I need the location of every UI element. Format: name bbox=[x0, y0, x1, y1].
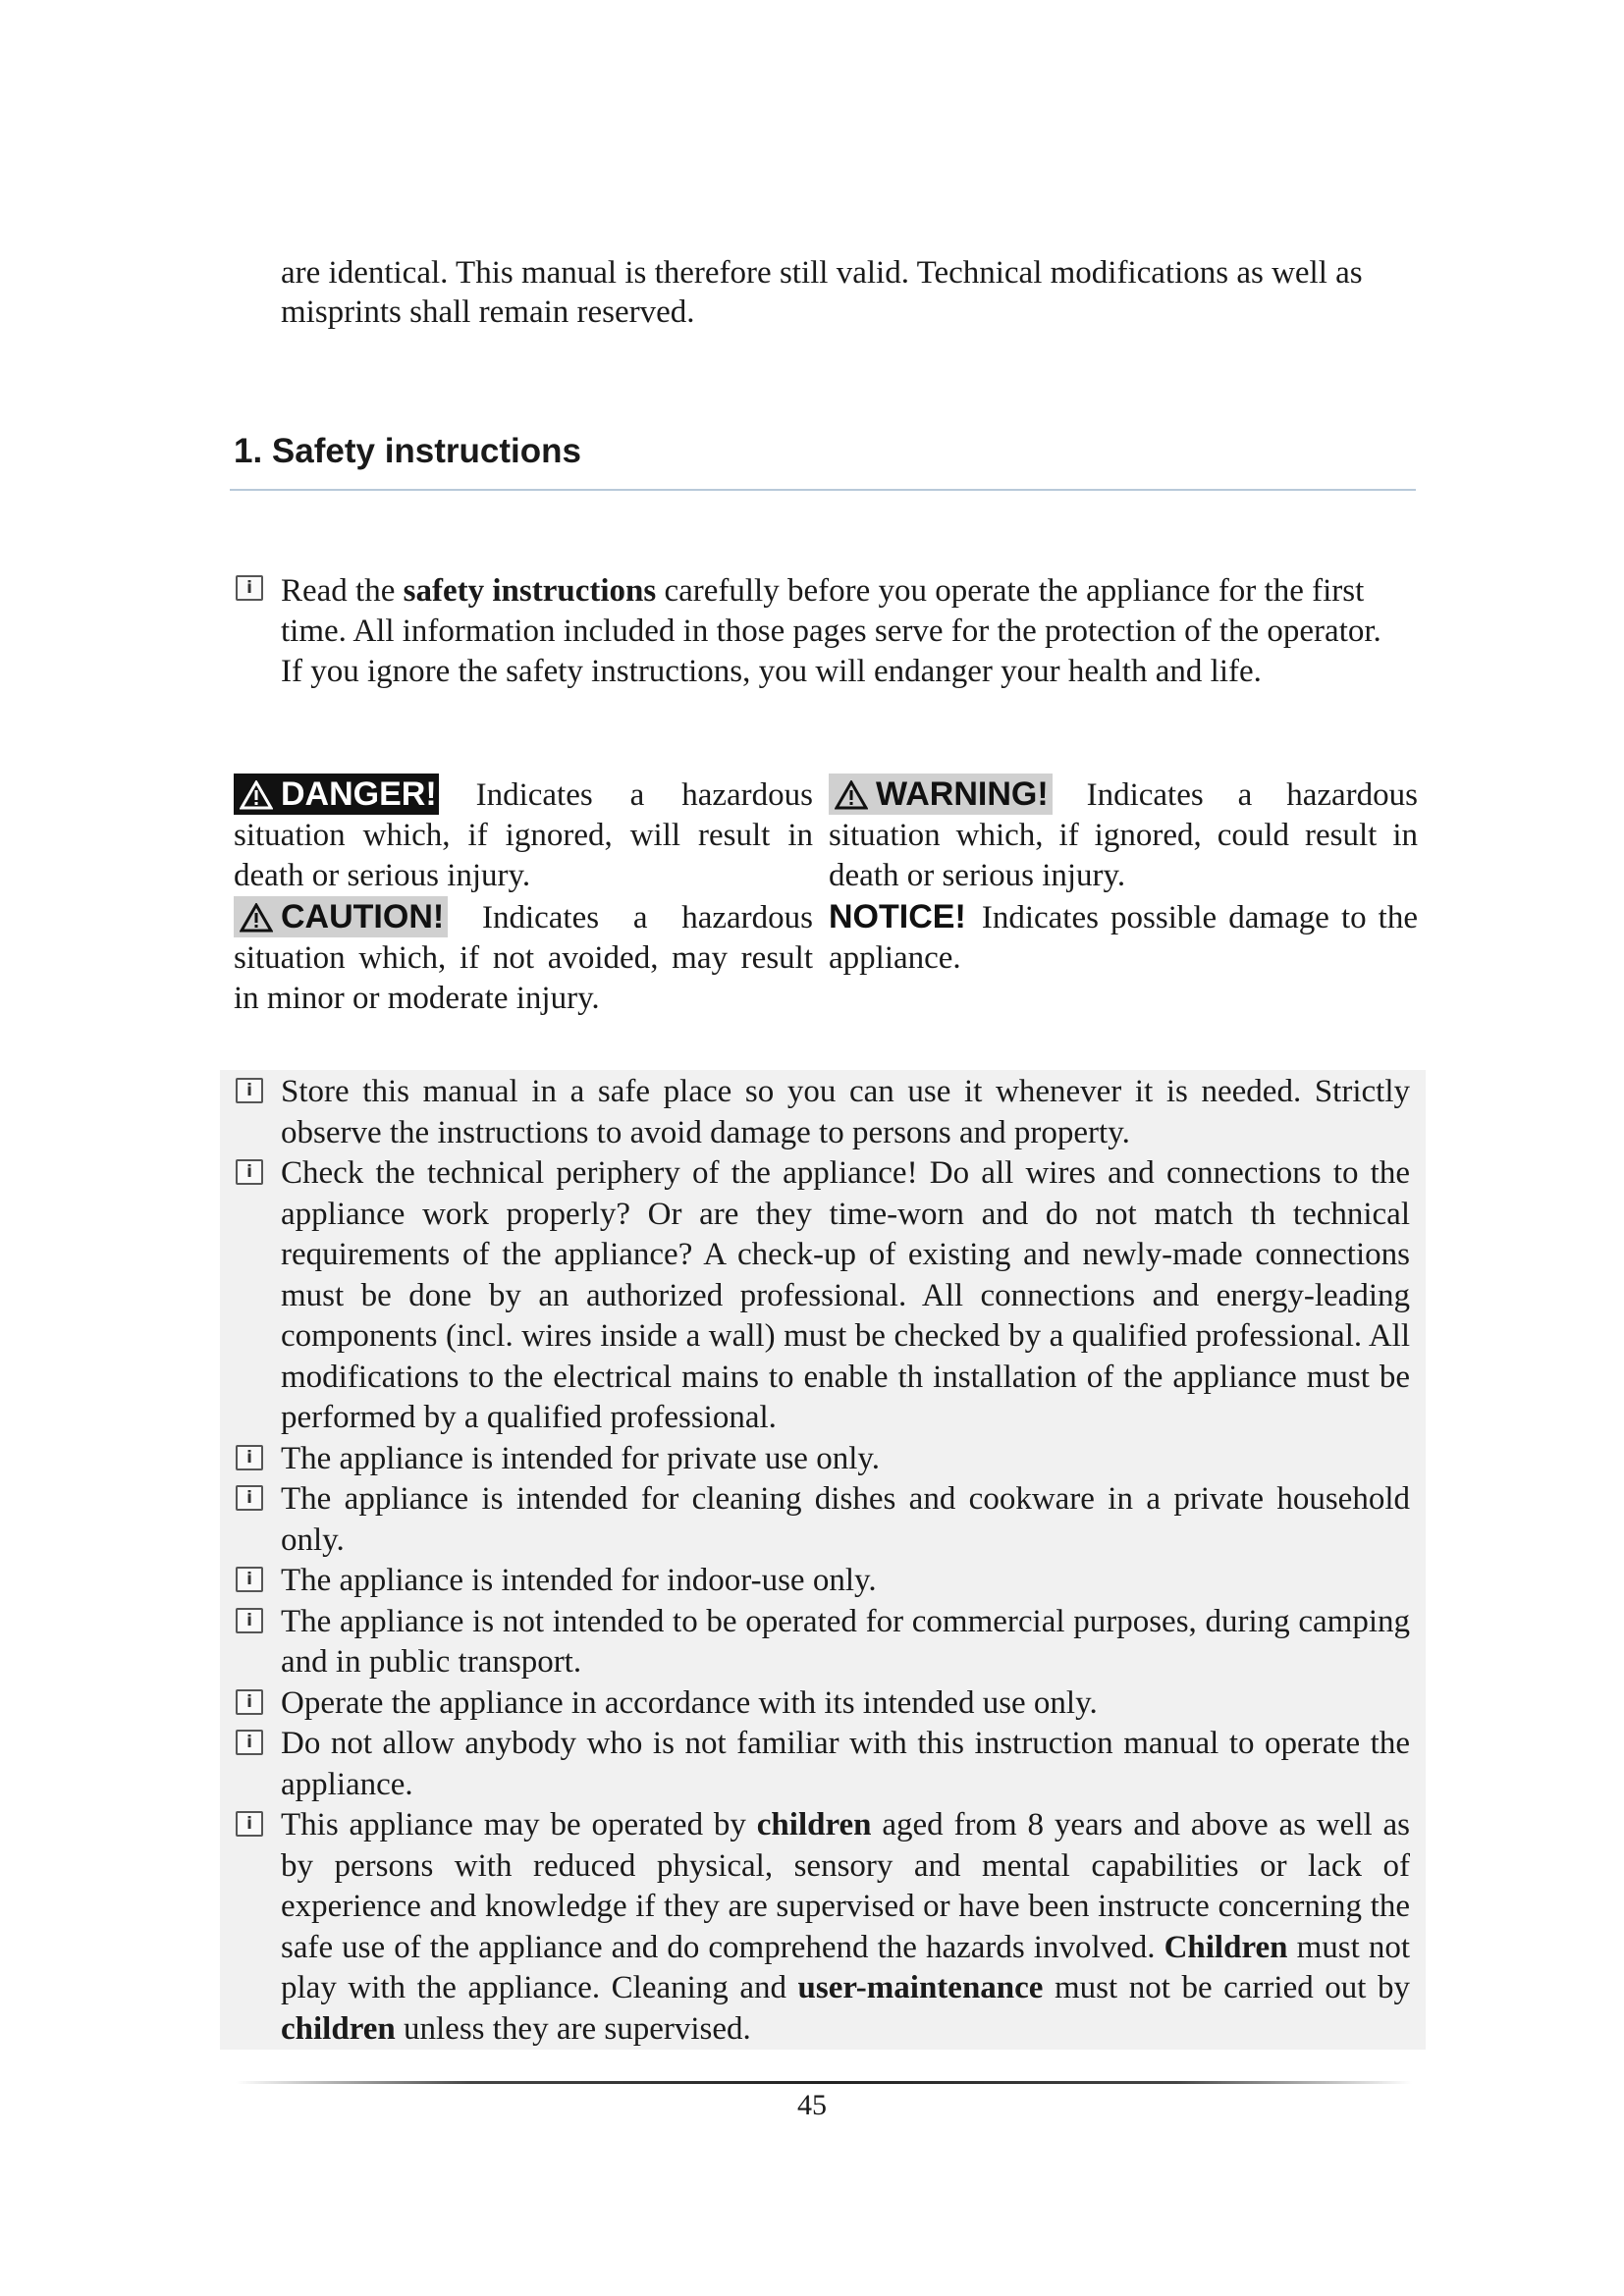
caution-label: CAUTION! bbox=[281, 898, 445, 935]
children-bold-2: Children bbox=[1164, 1929, 1288, 1965]
intro-paragraph: are identical. This manual is therefore still valid. Technical modifications as well as misprints shall remain reserved. bbox=[281, 255, 1363, 330]
read-notice-bold: safety instructions bbox=[403, 573, 657, 609]
info-icon: i bbox=[236, 1445, 263, 1470]
warning-triangle-icon bbox=[240, 780, 273, 810]
warning-triangle-icon bbox=[240, 903, 273, 933]
children-text-1: This appliance may be operated by bbox=[281, 1807, 757, 1842]
read-safety-notice bbox=[246, 571, 1408, 692]
warning-badge bbox=[829, 774, 1053, 815]
safety-instructions-list bbox=[246, 1072, 1411, 2050]
list-item bbox=[246, 1683, 1410, 1725]
notice-label: NOTICE! bbox=[829, 898, 966, 935]
info-icon: i bbox=[236, 575, 263, 601]
list-item bbox=[246, 1072, 1410, 1153]
footer-divider bbox=[236, 2081, 1412, 2084]
danger-definition bbox=[234, 774, 813, 896]
children-bold-3: user-maintenance bbox=[797, 1970, 1044, 2005]
list-item-text: Operate the appliance in accordance with its intended use only. bbox=[281, 1684, 1098, 1721]
children-bold-1: children bbox=[756, 1807, 872, 1842]
warning-definition bbox=[829, 774, 1418, 896]
children-bold-4: children bbox=[281, 2010, 396, 2047]
notice-badge bbox=[829, 896, 970, 937]
children-text-5: unless they are supervised. bbox=[395, 2010, 751, 2047]
list-item bbox=[246, 1724, 1410, 1805]
info-icon: i bbox=[236, 1078, 263, 1103]
signal-words-right-column bbox=[829, 774, 1418, 979]
list-item bbox=[246, 1153, 1410, 1439]
list-item bbox=[246, 1479, 1410, 1561]
notice-definition bbox=[829, 896, 1418, 979]
warning-label: WARNING! bbox=[876, 775, 1049, 813]
caution-text: Indicates a hazardous situation which, if not avoided, may result in minor or moderate injury. bbox=[234, 900, 813, 1016]
page-number: 45 bbox=[797, 2089, 827, 2121]
info-icon: i bbox=[236, 1485, 263, 1511]
list-item-text: Store this manual in a safe place so you can use it whenever it is needed. Strictly observe the instructions to avoid damage to persons and property. bbox=[281, 1074, 1410, 1150]
warning-text: Indicates a hazardous situation which, if ignored, could result in death or serious injury. bbox=[829, 777, 1418, 893]
list-item-text: The appliance is intended for private use only. bbox=[281, 1440, 880, 1476]
signal-words-left-column bbox=[234, 774, 813, 1019]
info-icon: i bbox=[236, 1811, 263, 1837]
info-icon: i bbox=[236, 1608, 263, 1633]
info-icon: i bbox=[236, 1159, 263, 1185]
section-title: 1. Safety instructions bbox=[234, 432, 581, 470]
list-item-text: Do not allow anybody who is not familiar with this instruction manual to operate the appliance. bbox=[281, 1726, 1410, 1802]
list-item-text: The appliance is not intended to be operated for commercial purposes, during camping and in public transport. bbox=[281, 1603, 1410, 1680]
children-text-3: must not play with the appliance. Cleaning and bbox=[281, 1929, 1410, 2005]
read-notice-prefix: Read the bbox=[281, 573, 404, 609]
list-item-text: The appliance is intended for cleaning dishes and cookware in a private household only. bbox=[281, 1481, 1410, 1558]
list-item bbox=[246, 1439, 1410, 1480]
notice-text: Indicates possible damage to the appliance. bbox=[829, 900, 1418, 976]
danger-text: Indicates a hazardous situation which, if ignored, will result in death or serious injury. bbox=[234, 777, 813, 893]
info-icon: i bbox=[236, 1730, 263, 1755]
list-item-text: Check the technical periphery of the appliance! Do all wires and connections to the appliance work properly? Or are they time-worn and do not match th technical requirements of the appliance? A check-up of existing and newly-made connections must be done by an authorized professional. All connections and energy-leading components (incl. wires inside a wall) must be checked by a qualified professional. All modifications to the electrical mains to enable th installation of the appliance must be performed by a qualified professional. bbox=[281, 1155, 1410, 1435]
children-list-item bbox=[246, 1805, 1411, 2050]
list-item bbox=[246, 1561, 1410, 1602]
info-icon: i bbox=[236, 1689, 263, 1715]
section-divider bbox=[230, 489, 1416, 491]
children-text-2: aged from 8 years and above as well as by persons with reduced physical, sensory and mental capabilities or lack of experience and knowledge if they are supervised or have been instructe concerning the safe use of the appliance and do comprehend the hazards involved. bbox=[281, 1807, 1411, 1965]
children-text-4: must not be carried out by bbox=[1043, 1970, 1410, 2005]
list-item-text: The appliance is intended for indoor-use only. bbox=[281, 1563, 877, 1598]
read-notice-suffix: carefully before you operate the appliance for the first time. All information included in those pages serve for the protection of the operator. If you ignore the safety instructions, you will endanger your health and life. bbox=[281, 573, 1381, 689]
danger-badge bbox=[234, 774, 439, 815]
danger-label: DANGER! bbox=[281, 775, 437, 813]
caution-definition bbox=[234, 896, 813, 1019]
list-item bbox=[246, 1602, 1410, 1683]
info-icon: i bbox=[236, 1567, 263, 1592]
warning-triangle-icon bbox=[835, 780, 868, 810]
caution-badge bbox=[234, 896, 448, 937]
